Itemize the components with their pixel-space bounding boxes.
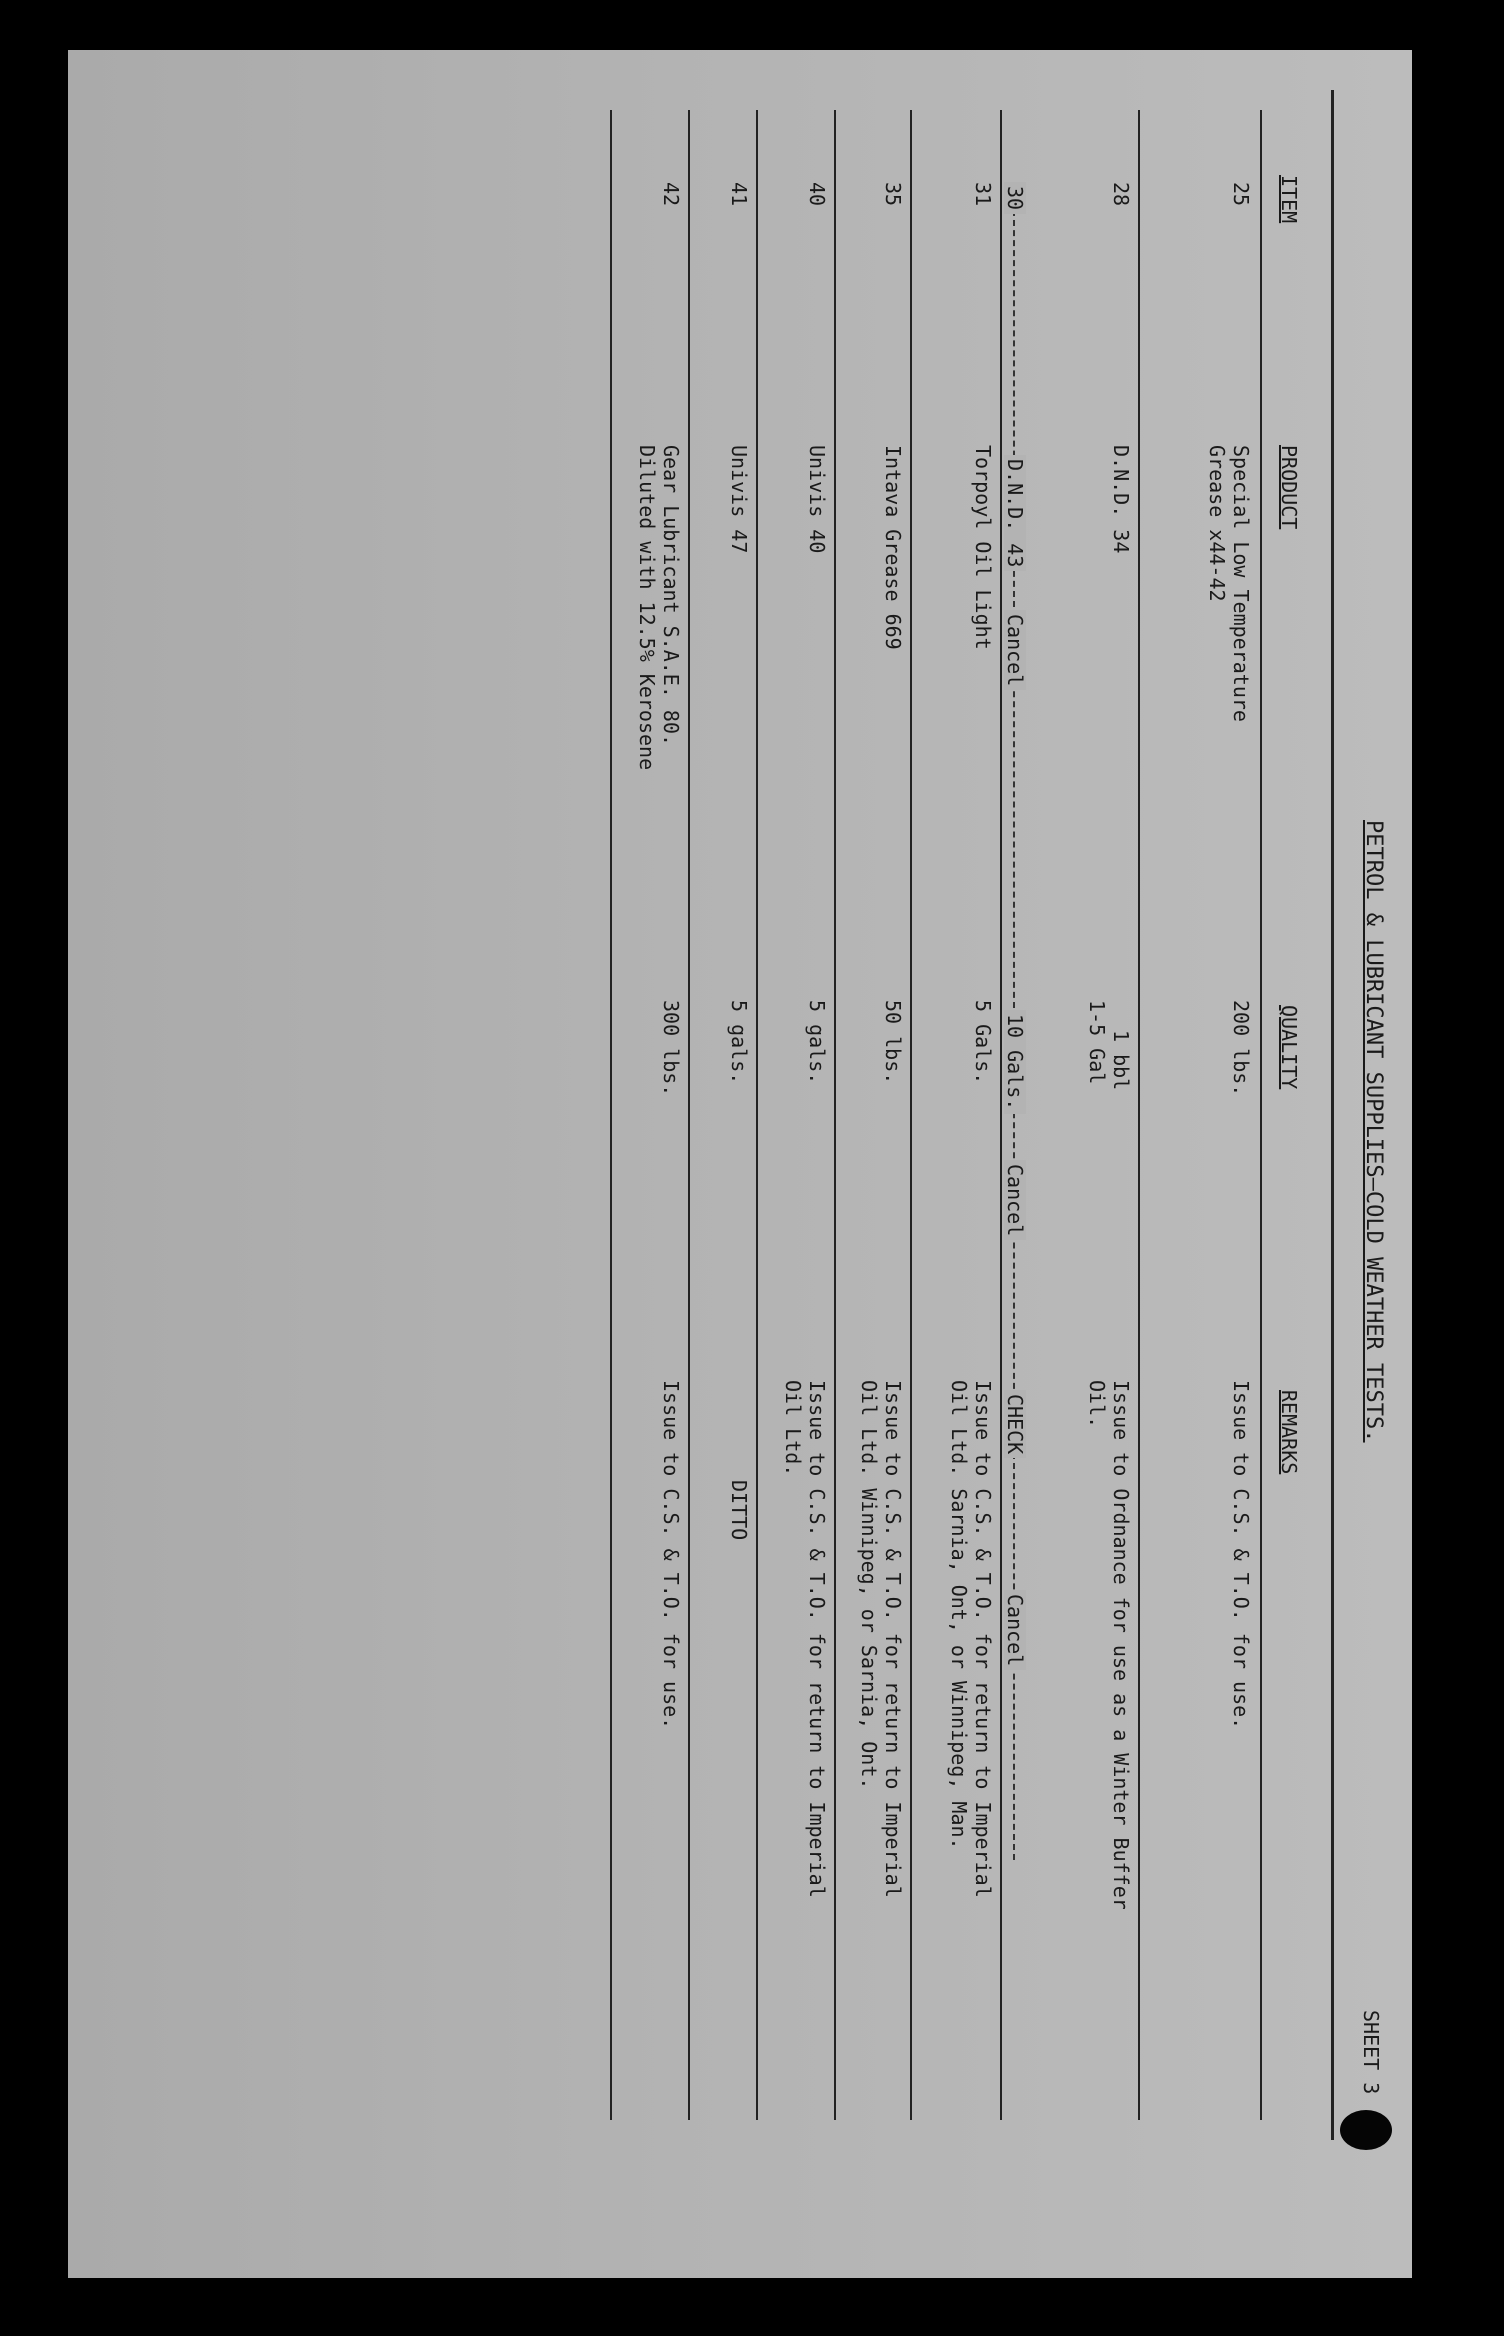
row-item: 35 bbox=[881, 182, 905, 207]
row-remarks-line: DITTO bbox=[727, 1480, 751, 1541]
row-product-line: D.N.D. 34 bbox=[1109, 445, 1133, 554]
row-item: 28 bbox=[1109, 182, 1133, 207]
row-product-line: D.N.D. 43 bbox=[1004, 455, 1026, 571]
row-product-line: Torpoyl Oil Light bbox=[971, 445, 995, 650]
row-product-line: Univis 47 bbox=[727, 445, 751, 554]
row-remarks-line: Issue to Ordnance for use as a Winter Buffer bbox=[1109, 1380, 1133, 1910]
row-divider bbox=[756, 110, 758, 2120]
row-product-line: Special Low Temperature bbox=[1229, 445, 1253, 722]
row-item: 31 bbox=[971, 182, 995, 207]
row-remarks-line: Issue to C.S. & T.O. for return to Imperial bbox=[881, 1380, 905, 1898]
row-item: 40 bbox=[805, 182, 829, 207]
row-remarks-line: Oil Ltd. Sarnia, Ont, or Winnipeg, Man. bbox=[947, 1380, 971, 1850]
row-divider bbox=[834, 110, 836, 2120]
row-quality-line: 5 gals. bbox=[805, 1000, 829, 1085]
row-product-line: Diluted with 12.5% Kerosene bbox=[635, 445, 659, 771]
row-divider bbox=[910, 110, 912, 2120]
document-title: PETROL & LUBRICANT SUPPLIES—COLD WEATHER TESTS. bbox=[1361, 820, 1386, 1443]
row-quality-line: 50 lbs. bbox=[881, 1000, 905, 1085]
row-item: 25 bbox=[1229, 182, 1253, 207]
row-remarks-line: Oil Ltd. bbox=[781, 1380, 805, 1477]
row-product-line: Gear Lubricant S.A.E. 80. bbox=[659, 445, 683, 747]
row-quality-line: 5 Gals. bbox=[971, 1000, 995, 1085]
row-cancel-label: Cancel bbox=[1004, 1160, 1026, 1240]
punch-hole bbox=[1340, 2110, 1392, 2150]
row-product-line: Univis 40 bbox=[805, 445, 829, 554]
row-divider bbox=[1138, 110, 1140, 2120]
header-item: ITEM bbox=[1277, 175, 1301, 224]
row-item: 41 bbox=[727, 182, 751, 207]
row-remarks-line: Issue to C.S. & T.O. for return to Imperial bbox=[971, 1380, 995, 1898]
rotated-document bbox=[68, 50, 1412, 2278]
row-item: 42 bbox=[659, 182, 683, 207]
header-remarks: REMARKS bbox=[1277, 1390, 1301, 1475]
row-quality-line: 1 bbl bbox=[1109, 1030, 1133, 1091]
row-cancel-label: Cancel bbox=[1004, 1590, 1026, 1670]
row-remarks-line: Issue to C.S. & T.O. for return to Imperial bbox=[805, 1380, 829, 1898]
header-product: PRODUCT bbox=[1277, 445, 1301, 530]
row-quality-line: 300 lbs. bbox=[659, 1000, 683, 1097]
header-quality: QUALITY bbox=[1277, 1005, 1301, 1090]
row-quality-line: 5 gals. bbox=[727, 1000, 751, 1085]
row-product-line: Intava Grease 669 bbox=[881, 445, 905, 650]
header-bottom-rule bbox=[1260, 110, 1262, 2120]
sheet-number: SHEET 3 bbox=[1359, 2010, 1383, 2095]
row-remarks-line: Oil. bbox=[1085, 1380, 1109, 1429]
document-page bbox=[68, 50, 1412, 2278]
row-quality-line: 200 lbs. bbox=[1229, 1000, 1253, 1097]
row-divider bbox=[1000, 110, 1002, 2120]
row-divider bbox=[688, 110, 690, 2120]
row-remarks-line: Oil Ltd. Winnipeg, or Sarnia, Ont. bbox=[857, 1380, 881, 1790]
row-cancel-label: Cancel bbox=[1004, 610, 1026, 690]
header-top-rule bbox=[1331, 90, 1334, 2140]
row-quality-line: 10 Gals. bbox=[1004, 1010, 1026, 1114]
row-divider bbox=[610, 110, 612, 2120]
row-remarks-line: Issue to C.S. & T.O. for use. bbox=[1229, 1380, 1253, 1730]
row-remarks-line: Issue to C.S. & T.O. for use. bbox=[659, 1380, 683, 1730]
row-quality-line: 1-5 Gal bbox=[1085, 1000, 1109, 1085]
row-item: 30 bbox=[1004, 182, 1026, 214]
row-product-line: Grease x44-42 bbox=[1205, 445, 1229, 602]
row-remarks-line: CHECK bbox=[1004, 1390, 1026, 1458]
